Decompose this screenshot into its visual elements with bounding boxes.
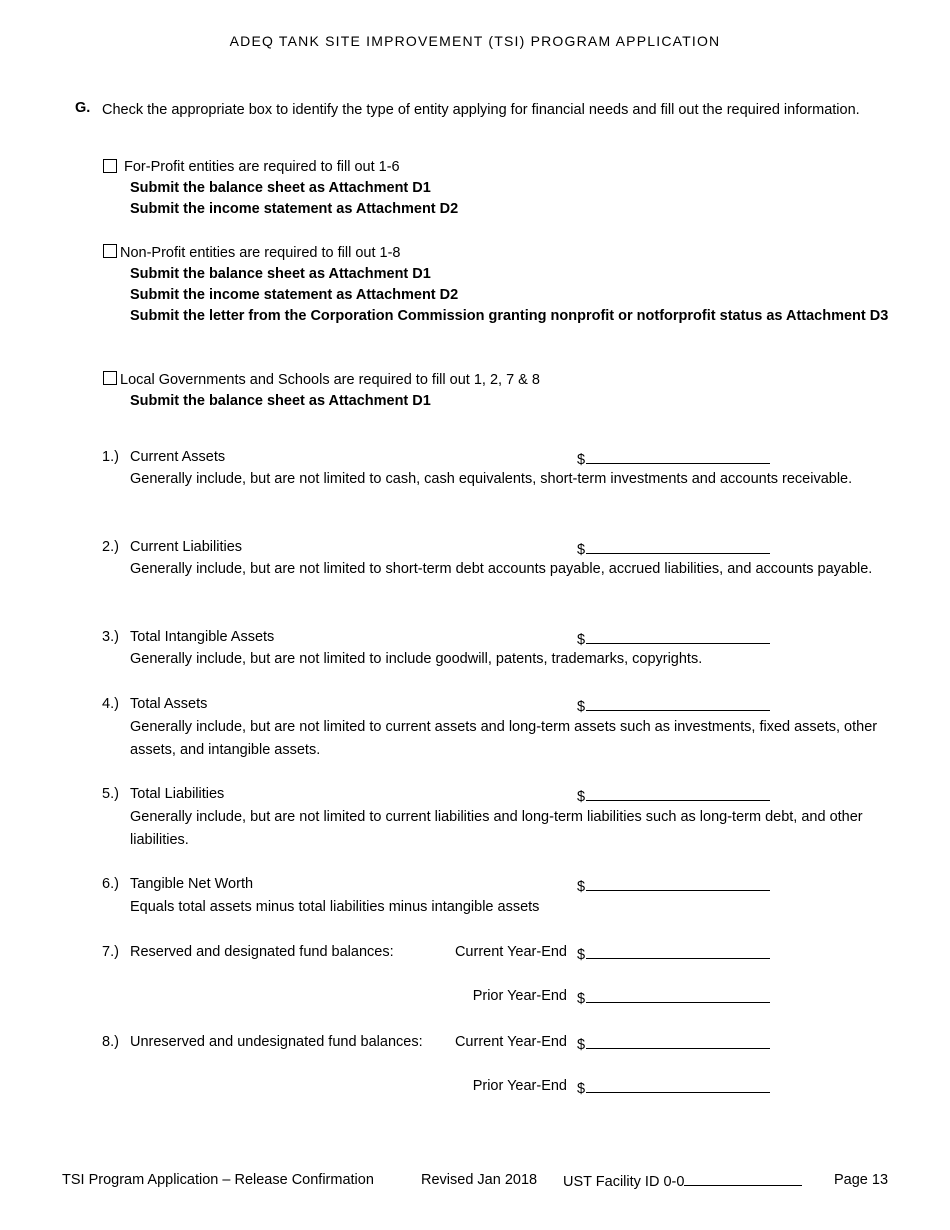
item-number: 3.) [102,629,119,645]
item-number: 2.) [102,539,119,555]
item-number: 7.) [102,944,119,960]
item-number: 6.) [102,876,119,892]
item-description: Generally include, but are not limited to short-term debt accounts payable, accrued liabilities, and accounts payable. [130,561,873,577]
item-description: Generally include, but are not limited to current liabilities and long-term liabilities such as long-term debt, and other liabilities. [130,809,863,848]
for-profit-requirement: Submit the income statement as Attachment D2 [130,201,459,217]
item-label: Tangible Net Worth [130,876,254,892]
non-profit-label: Non-Profit entities are required to fill out 1-8 [120,245,401,261]
amount-blank[interactable] [586,696,770,711]
section-label: G. [75,100,91,116]
current-year-end-label: Current Year-End [454,1034,567,1050]
non-profit-checkbox[interactable] [103,244,117,258]
local-government-label: Local Governments and Schools are required to fill out 1, 2, 7 & 8 [120,372,540,388]
footer-facility-id [563,1172,802,1190]
item-label: Current Assets [130,449,226,465]
dollar-sign: $ [577,452,586,468]
item-description: Equals total assets minus total liabilities minus intangible assets [130,899,540,915]
amount-blank[interactable] [586,1078,770,1093]
non-profit-requirement: Submit the balance sheet as Attachment D1 [130,266,431,282]
amount-blank[interactable] [586,1034,770,1049]
item-number: 5.) [102,786,119,802]
amount-field[interactable] [577,1078,770,1097]
item-description: Generally include, but are not limited to include goodwill, patents, trademarks, copyrights. [130,651,703,667]
dollar-sign: $ [577,879,586,895]
amount-blank[interactable] [586,786,770,801]
page-header: ADEQ TANK SITE IMPROVEMENT (TSI) PROGRAM APPLICATION [229,33,721,49]
amount-field[interactable] [577,696,770,715]
item-label: Unreserved and undesignated fund balances: [130,1034,423,1050]
amount-field[interactable] [577,629,770,648]
dollar-sign: $ [577,1081,586,1097]
amount-field[interactable] [577,944,770,963]
item-label: Current Liabilities [130,539,243,555]
section-instruction: Check the appropriate box to identify the type of entity applying for financial needs and fill out the required information. [102,102,860,118]
facility-id-label: UST Facility ID 0-0 [563,1174,685,1190]
dollar-sign: $ [577,632,586,648]
amount-field[interactable] [577,449,770,468]
dollar-sign: $ [577,947,586,963]
dollar-sign: $ [577,1037,586,1053]
amount-blank[interactable] [586,988,770,1003]
amount-blank[interactable] [586,944,770,959]
for-profit-checkbox[interactable] [103,159,117,173]
amount-field[interactable] [577,876,770,895]
prior-year-end-label: Prior Year-End [472,988,567,1004]
item-description: Generally include, but are not limited to current assets and long-term assets such as investments, fixed assets, other assets, and intangible assets. [130,719,878,758]
dollar-sign: $ [577,542,586,558]
item-number: 8.) [102,1034,119,1050]
item-description: Generally include, but are not limited to cash, cash equivalents, short-term investments and accounts receivable. [130,471,853,487]
footer-revised-date: Revised Jan 2018 [421,1172,538,1188]
for-profit-requirement: Submit the balance sheet as Attachment D1 [130,180,431,196]
amount-blank[interactable] [586,876,770,891]
footer-page-number: Page 13 [834,1172,889,1188]
item-number: 1.) [102,449,119,465]
dollar-sign: $ [577,789,586,805]
dollar-sign: $ [577,699,586,715]
for-profit-label: For-Profit entities are required to fill out 1-6 [124,159,400,175]
amount-field[interactable] [577,539,770,558]
current-year-end-label: Current Year-End [454,944,567,960]
amount-blank[interactable] [586,539,770,554]
item-number: 4.) [102,696,119,712]
non-profit-requirement: Submit the letter from the Corporation Commission granting nonprofit or notforprofit status as Attachment D3 [130,308,889,324]
amount-blank[interactable] [586,629,770,644]
local-government-requirement: Submit the balance sheet as Attachment D1 [130,393,431,409]
item-label: Reserved and designated fund balances: [130,944,394,960]
amount-field[interactable] [577,1034,770,1053]
item-label: Total Assets [130,696,208,712]
amount-field[interactable] [577,786,770,805]
amount-blank[interactable] [586,449,770,464]
facility-id-blank[interactable] [684,1172,802,1186]
prior-year-end-label: Prior Year-End [472,1078,567,1094]
amount-field[interactable] [577,988,770,1007]
local-government-checkbox[interactable] [103,371,117,385]
non-profit-requirement: Submit the income statement as Attachment D2 [130,287,459,303]
item-label: Total Liabilities [130,786,225,802]
footer-document-title: TSI Program Application – Release Confirmation [62,1172,374,1188]
dollar-sign: $ [577,991,586,1007]
item-label: Total Intangible Assets [130,629,275,645]
